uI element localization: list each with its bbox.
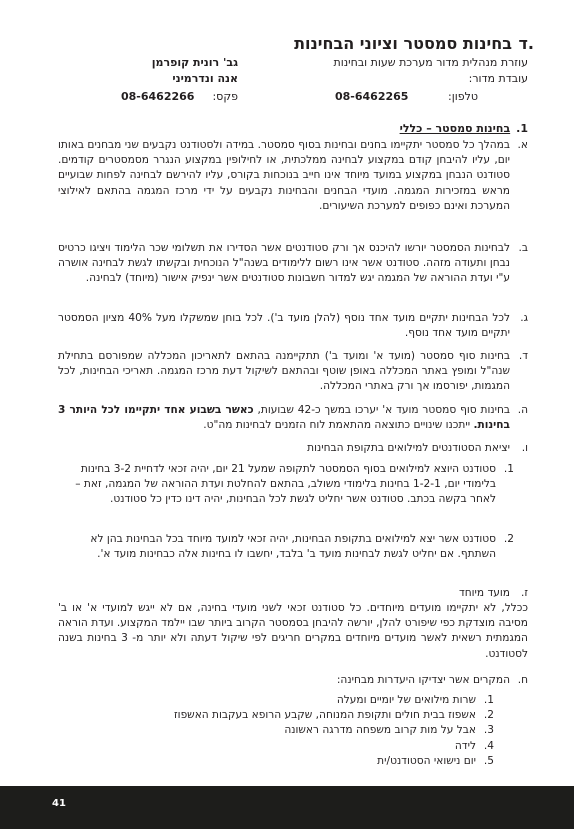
phone-number: 08-6462265 (335, 90, 409, 103)
list-marker: 3. (483, 724, 494, 737)
list-text: יום נישואי הסטודנט/ית (377, 754, 476, 767)
item-text: ככלל, לא יתקיימו מועדים מיוחדים. כל סטודנט זכאי לשני מועדי בחינה, אם לא ייגש למועדי א' או ב' מסיבה מוצדקת כפי שיפורט להלן, יורשה להיבחן בסמסטר הקרוב ביותר שבו יילמד המקצוע. ועדת הוראה המגמתית רשאית לאשר מועדים מיוחדים במקרים חריגים לפי שיקול דעתה ולא יותר מ- 3 בחינות בשנה לסטודנט. (58, 602, 528, 660)
list-text: אבל על מות קרוב משפחה מדרגה ראשונה (284, 724, 476, 737)
item-marker: ח. (517, 674, 528, 686)
absence-reasons-list (94, 693, 494, 769)
item-marker: ז. (520, 587, 528, 599)
item-marker: ב. (518, 242, 528, 254)
sub-item-1 (58, 462, 514, 508)
item-title: מועד מיוחד (458, 587, 510, 599)
item-text: לבחינות הסמסטר יורשו להיכנס אך ורק סטודנטים אשר הסדירו את תשלומי שכר הלימוד ויציגו כרטיס נבחן ותעודה מזהה. סטודנט אשר אינו רשום ללימודים בשנה"ל הנוכחית ובקשתו לגשת לבחינה אושרה ע"י ועדת ההוראה של המגמה יגש למדור חשבונות סטודנטים אשר ינפיק אישור (מיוחד) לבחינה. (58, 242, 510, 285)
item-marker: ו. (521, 442, 528, 454)
item-marker: ה. (517, 404, 528, 416)
sub-item-marker: 1. (503, 463, 514, 475)
list-item (94, 754, 494, 769)
phone-label: טלפון: (448, 90, 478, 103)
paragraph-f (58, 441, 528, 456)
item-marker: ד. (518, 350, 528, 362)
item-text-part: בחינות סוף סמסטר מועד א' יערכו במשך כ-42 שבועות, (253, 404, 510, 416)
staff-name-1: גב' רונית קופרמן (151, 56, 238, 69)
paragraph-e (58, 403, 528, 433)
list-marker: 2. (483, 709, 494, 722)
list-text: שרות מילואים של יומיים ומעלה (336, 694, 476, 706)
sub-item-text: סטודנט אשר יצא למילואים בתקופת הבחינות, יהיה זכאי למועד מיוחד בכל הבחינות בהן לא השתתף. אם יחליט לגשת לבחינות מועד ב' בלבד, יחשבו לו בחינות אלה כבחינות מועד א'. (90, 533, 496, 561)
item-text-part: ייתכנו שינויים כתוצאה מהתאמת לוח הזמנים לבחינות מה"ט. (203, 419, 474, 432)
item-text: בחינות סוף סמסטר (מועד א' ומועד ב') תתקיימנה בהתאם לתאריכון המכללה שמפורסם בתחילת שנה"ל ומופץ באתר המכללה באופן שוטף ובהתאם לשיקול דעת מרכז המגמה. תאריכי הבחינות, לכל המגמות, יפורסמו אך ורק באתרי המכללה. (58, 350, 510, 393)
sub-item-text: סטודנט היוצא למילואים בסוף הסמסטר לתקופה שמעל 21 יום, יהיה זכאי לדחיית 3-2 בחינות בלימודי יום, 1-2-1 בחינות בלימודי משולב, בהתאם להחלטת ועדת ההוראה של המגמה, זאת – לאחר בקשה בכתב. סטודנט אשר יחליט לגשת לכל הבחינות, יהיה דינו כדין כל סטודנט. (75, 463, 496, 506)
page-number: 41 (52, 798, 66, 809)
item-text: במהלך כל סמסטר יתקיימו בחנים ובחינות בסוף סמסטר. במידה ולסטודנט נקבעים שני מבחנים באותו יום, עליו להיבחן קודם במקצוע לבחינה ממלכתית, או לחילופין במקצוע הנגרר מסמסטרים קודמים. סטודנט הנבחן במקצוע במועד מיוחד אינו חייב בנוכחות בקורס, עליו להירשם לבחינה לפחות שבועיים מראש במזכירות המגמה. מועדי הבחנים והבחינות נקבעים על ידי מרכז המגמה בהתאם לאילוצי המערכת ואינם כפופים למערכת השיעורים. (58, 139, 510, 212)
subsection-number: 1. (516, 122, 528, 135)
list-text: לידה (454, 739, 476, 752)
item-text (58, 403, 510, 433)
fax-number: 08-6462266 (121, 90, 195, 103)
item-text: המקרים אשר יצדיקו היעדרות מבחינה: (336, 674, 510, 686)
sub-item-marker: 2. (503, 533, 514, 545)
list-text: אשפוז בבית חולים ותקופת המנוחה, שקבע הרופא בעקבות האשפוז (174, 709, 476, 722)
list-item (94, 693, 494, 708)
paragraph-h (58, 673, 528, 688)
staff-name-2: אנה ונדרמיני (172, 72, 238, 85)
list-marker: 1. (483, 694, 494, 706)
list-marker: 5. (483, 754, 494, 767)
list-marker: 4. (483, 739, 494, 752)
staff-role-worker: עובדת מדור: (468, 72, 528, 85)
item-marker: ג. (520, 312, 528, 324)
paragraph-c (58, 311, 528, 341)
paragraph-g (58, 586, 528, 601)
item-text: לכל הבחינות יתקיים מועד אחד נוסף (להלן מועד ב'). לכל בוחן שמשקלו מעל 40% מציון הסמסטר יתקיים מועד אחד נוסף. (58, 312, 510, 340)
paragraph-b (58, 241, 528, 287)
list-item (94, 708, 494, 723)
sub-item-2 (58, 532, 514, 562)
item-marker: א. (517, 139, 528, 151)
fax-label: פקס: (212, 90, 238, 103)
staff-role-admin: עוזרת מנהלית מדור מערכת שעות ובחינות (333, 56, 528, 69)
subsection-title: בחינות סמסטר – כללי (399, 122, 511, 135)
section-letter: ד. (518, 34, 534, 53)
item-text-emphasis: כאשר בשבוע אחד יתקיימו לכל היותר 3 בחינות. (58, 404, 510, 432)
paragraph-g-body (58, 601, 528, 662)
page-footer-bar (0, 786, 574, 829)
list-item (94, 723, 494, 738)
section-title: בחינות סמסטר וציוני הבחינות (294, 34, 512, 53)
paragraph-d (58, 349, 528, 395)
subsection-heading (400, 122, 528, 135)
list-item (94, 739, 494, 754)
item-text: יציאת הסטודנטים למילואים בתקופת הבחינות (307, 442, 510, 454)
paragraph-a (58, 138, 528, 214)
